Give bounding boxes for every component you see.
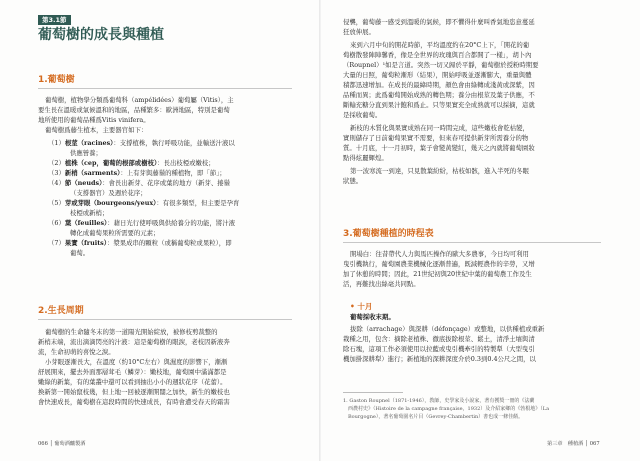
paragraph-line: 第一波寒流一到達，只見散葉紛紛，枯枝如骸，進入半死的冬眠	[350, 167, 529, 175]
organ-term: 植株（cep，葡萄的根部或樹枝）	[64, 159, 158, 167]
footnote-line: Bourgogne），著名葡萄園名片目（Gevrey-Chambertin）書也成一條佳餚。	[348, 414, 524, 420]
organ-number: （7）	[48, 239, 65, 247]
organ-item	[48, 199, 239, 208]
paragraph-line: 葡萄樹爲藤生植本，主要器官如下：	[45, 126, 148, 134]
organ-number: （1）	[48, 139, 65, 147]
paragraph-line: 會快速成長，葡萄樹在這段時間的快速成長，有時會遭受春天的霜害	[38, 398, 230, 406]
paragraph-line: 加了休憩的時間；因此，21世紀初與20世紀中葉的葡萄農工作及生	[343, 270, 532, 278]
paragraph-line: 積都迅速增加。在成長的最緯時期，顏色會由綠轉成淺黃或深紫，因	[343, 81, 535, 89]
section-rule	[343, 242, 601, 243]
organ-desc: ：有很多類型，但主要是孕育	[156, 199, 240, 207]
paragraph-line: 活，再難找出絲毫共同點。	[343, 280, 420, 288]
organ-number: （6）	[48, 219, 65, 227]
organ-term: 葉（feuilles）	[64, 219, 108, 227]
paragraph-line: 流，生命初萌的喜悅之淚。	[38, 348, 115, 356]
paragraph-line: 大量的日照，葡萄粒漸形（結果），開始呼吸並逐漸膨大，重量與體	[343, 71, 532, 79]
month-heading-october: • 十月	[350, 302, 373, 311]
organ-number: （2）	[48, 159, 65, 167]
paragraph-line: 狂放伸展。	[343, 28, 375, 36]
organ-desc: ：藉日光行使呼吸與供給養分的功能，將汁液	[107, 219, 236, 227]
section-rule	[38, 88, 292, 89]
right-page	[321, 0, 640, 461]
paragraph-line: 侵襲，葡萄藤一感受到溫暖的氣候，即不懼得什麼叫香氣地恣意蔓延	[343, 18, 535, 26]
paragraph-line: 新梢末端，流出滴滴閃亮的汁液：這是葡萄樹的眼淚，老枝因新液奔	[38, 338, 230, 346]
paragraph-line: 斷輸充糖分直到果汁飽和爲止。只等果實充全成熟就可以採摘，這就	[343, 101, 535, 109]
paragraph-line: 換新第一開始竄枝幾，但上地一回被逐漸開闊之加快，新生的嫩枝也	[38, 388, 230, 396]
section-title-schedule: 3.葡萄樹種植的時程表	[343, 229, 434, 239]
paragraph-line: 實則儲存了日前葡萄果實不需要，但來春可提供新芽所需養分的物	[343, 134, 529, 142]
month-subheading: 葡萄採收末期。	[350, 313, 395, 321]
organ-item-cont: 葡萄。	[70, 249, 90, 257]
paragraph-line: 質。十月底，十一月初時，葉子會變黃變紅，幾天之內就將葡萄園妝	[343, 144, 535, 152]
organ-desc: ：長出枝椏或嫩枝；	[157, 159, 215, 167]
paragraph-line: 來到六月中旬的開花時節，平均溫度約在20°C上下，「開花的葡	[350, 41, 530, 49]
paragraph-line: 曳引機執行，葡萄園農業機械化逐漸普遍，既減輕農作的辛勞，又增	[343, 260, 535, 268]
left-page	[0, 0, 319, 461]
paragraph-line: 新枝的木質化與果實成熟在同一時間完成，這些嫩枝會乾枯變，	[350, 124, 529, 132]
chapter-title: 葡萄樹的成長與種植	[38, 27, 164, 43]
organ-desc: ：上有芽與藤鬚的種植物，即「節」；	[120, 169, 226, 177]
section-title-grapevine: 1.葡萄樹	[38, 75, 75, 85]
organ-term: 新梢（sarments）	[64, 169, 121, 177]
organ-item-cont: 枝椏或新梢；	[70, 209, 109, 217]
paragraph-line: 萄樹散發陣陣馨香，像是全世界的玫瑰與百合都開了一樣」，胡卜內	[343, 51, 532, 59]
section-title-growth-cycle: 2.生長周期	[38, 306, 84, 316]
section-rule	[38, 319, 292, 320]
page-folio-left: 066 │ 葡萄酒釀製酒	[38, 441, 86, 447]
paragraph-line: 狀態。	[343, 177, 363, 185]
paragraph-line: 是採收葡萄。	[343, 111, 382, 119]
paragraph-line: 地所使用的葡萄品種爲Vitis vinifera。	[38, 116, 150, 124]
paragraph-line: 小芽眼逐漸長大，在溫度（約10°C左右）與濕度的影響下，漸漸	[45, 358, 228, 366]
organ-item	[48, 169, 226, 178]
organ-item	[48, 219, 235, 228]
paragraph-line: 除石塊，這項工作必須使用以拉藍或曳引機牽引的特製犁（大型曳引	[343, 345, 535, 353]
organ-desc: ：漿果成串的顆粒（或稱葡萄粒或果粒），即	[106, 239, 232, 247]
paragraph-line: 點得炫麗輝煌。	[343, 154, 388, 162]
chapter-badge: 第3.1節	[38, 15, 71, 25]
paragraph-line: 舒展開來，擺去外面那層茸毛（鱗芽）：嫩枝地，葡萄園中滿滿都是	[38, 368, 227, 376]
paragraph-line: 要生長在溫暖或氣候溫和的地區，品種繁多：歐洲地區，特別是葡萄	[38, 106, 230, 114]
organ-item	[48, 239, 232, 248]
organ-desc: ：會長出新芽、花序或葉的地方（新芽、捲鬚	[102, 179, 231, 187]
organ-term: 果實（fruits）	[64, 239, 107, 247]
organ-item-cont: 供應營養；	[70, 149, 102, 157]
paragraph-line: 拔除（arrachage）與深耕（défonçage）或整地，以供種植或重新	[350, 325, 545, 333]
organ-number: （5）	[48, 199, 65, 207]
organ-term: 節（neuds）	[64, 179, 103, 187]
footnote-rule	[343, 392, 403, 393]
organ-item	[48, 159, 215, 168]
footnote-line: 西農村史》（Histoire de la campagne française，1932）及介紹家鄉的《勃根地》（La	[348, 406, 550, 412]
organ-number: （4）	[48, 179, 65, 187]
organ-item	[48, 179, 230, 188]
organ-item-cont: （支撐器官）及週於花序；	[70, 189, 147, 197]
paragraph-line: 嫩綠的新葉，有的葉叢中還可以看到抽出小小的週狀花序（花蕾）。	[38, 378, 227, 386]
page-folio-right: 第三章 種植酒 │ 067	[547, 441, 600, 447]
organ-desc: ：支撐植株，執行呼吸功能，並輸送汁液以	[113, 139, 235, 147]
paragraph-line: 葡萄樹，植物學分類爲葡萄科（ampélidées）葡萄屬（Vitis），主	[45, 96, 234, 104]
paragraph-line: （Roupnel）¹如是言道。突然一切又歸於平靜，葡萄樹於授粉時期要	[343, 61, 539, 69]
paragraph-line: 開場白：往昔帶代人力與馬匹操作的歐大多農事，今日均可利用	[350, 250, 529, 258]
paragraph-line: 品種而異；此爲葡萄開始成熟的轉色期；養分由根莖及葉子供應，不	[343, 91, 535, 99]
organ-term: 芽或芽眼（bourgeons/yeux）	[64, 199, 157, 207]
organ-term: 根莖（racines）	[64, 139, 114, 147]
paragraph-line: 栽種之用，包含：摘除老植株、徹底拔除根莖、鬆土，清淨土壤與清	[343, 335, 535, 343]
organ-item	[48, 139, 235, 148]
paragraph-line: 機加掛深耕犁）進行；新植地的深耕深度介於0.3到0.4公尺之間，以	[343, 355, 536, 363]
organ-item-cont: 轉化成葡萄果粒所需要的元素；	[70, 229, 160, 237]
paragraph-line: 葡萄樹的生命隨冬末的第一道陽光開始綻放，被修枝剪裁整的	[45, 328, 218, 336]
footnote-line: 1. Gaston Roupnel（1871-1946），教師，史學家及小說家，著有獲獎一冊的《法蘭	[343, 398, 535, 404]
organ-number: （3）	[48, 169, 65, 177]
